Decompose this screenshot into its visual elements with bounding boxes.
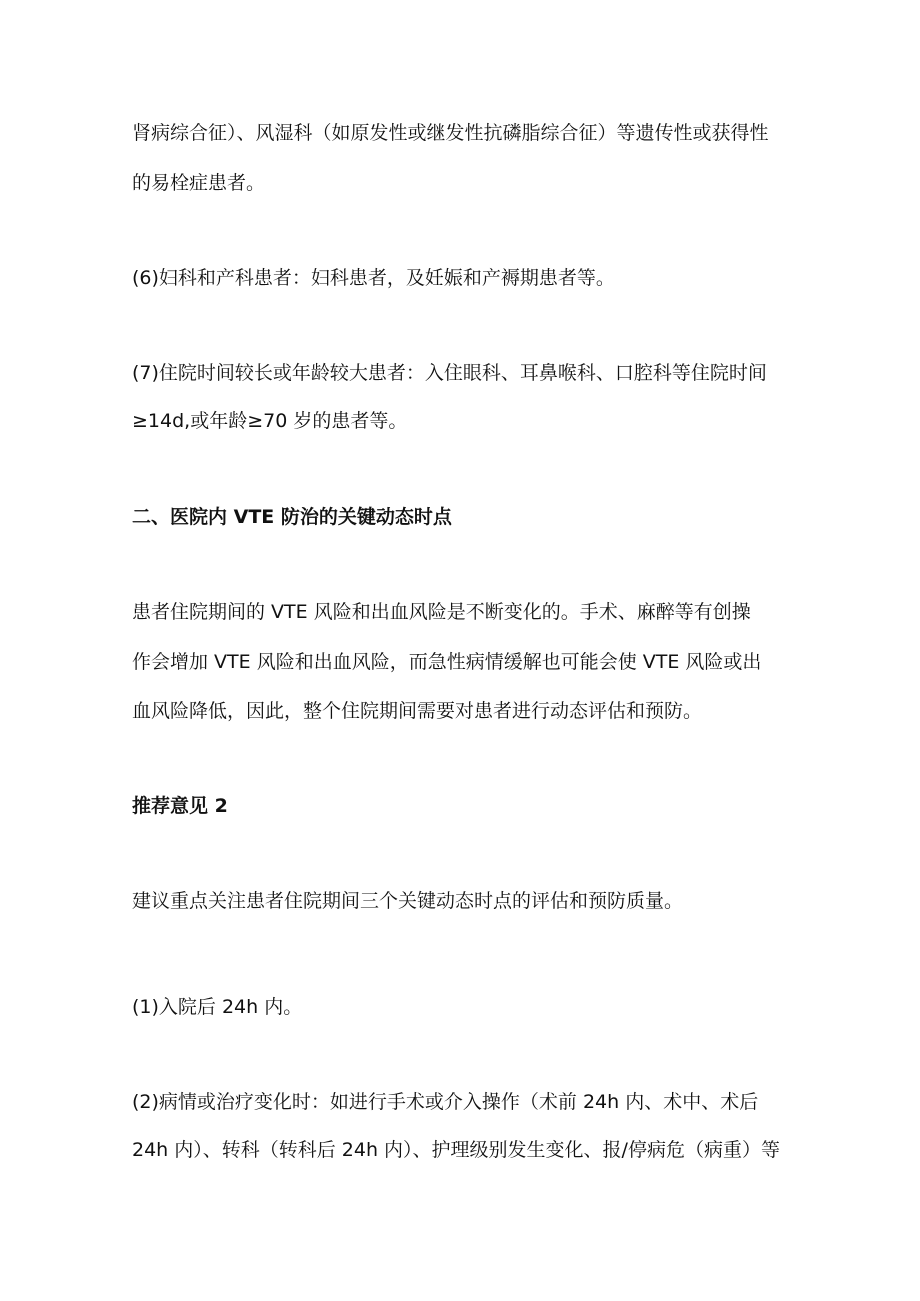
list-item-2: (2)病情或治疗变化时：如进行手术或介入操作（术前 24h 内、术中、术后 (132, 1091, 759, 1113)
paragraph-line: 患者住院期间的 VTE 风险和出血风险是不断变化的。手术、麻醉等有创操 (132, 601, 751, 623)
list-item-6: (6)妇科和产科患者：妇科患者，及妊娠和产褥期患者等。 (132, 267, 615, 289)
list-item-7: (7)住院时间较长或年龄较大患者：入住眼科、耳鼻喉科、口腔科等住院时间 (132, 362, 767, 384)
list-item-2-continued: 24h 内）、转科（转科后 24h 内）、护理级别发生变化、报/停病危（病重）等 (132, 1139, 780, 1161)
section-heading: 二、医院内 VTE 防治的关键动态时点 (132, 506, 452, 528)
paragraph-line: 肾病综合征）、风湿科（如原发性或继发性抗磷脂综合征）等遗传性或获得性 (132, 122, 769, 144)
recommendation-heading: 推荐意见 2 (132, 795, 228, 817)
paragraph-line: 的易栓症患者。 (132, 172, 266, 194)
list-item-7-continued: ≥14d,或年龄≥70 岁的患者等。 (132, 410, 408, 432)
paragraph-line: 建议重点关注患者住院期间三个关键动态时点的评估和预防质量。 (132, 890, 684, 912)
paragraph-line: 血风险降低，因此，整个住院期间需要对患者进行动态评估和预防。 (132, 700, 703, 722)
list-item-1: (1)入院后 24h 内。 (132, 996, 303, 1018)
paragraph-line: 作会增加 VTE 风险和出血风险，而急性病情缓解也可能会使 VTE 风险或出 (132, 651, 762, 673)
